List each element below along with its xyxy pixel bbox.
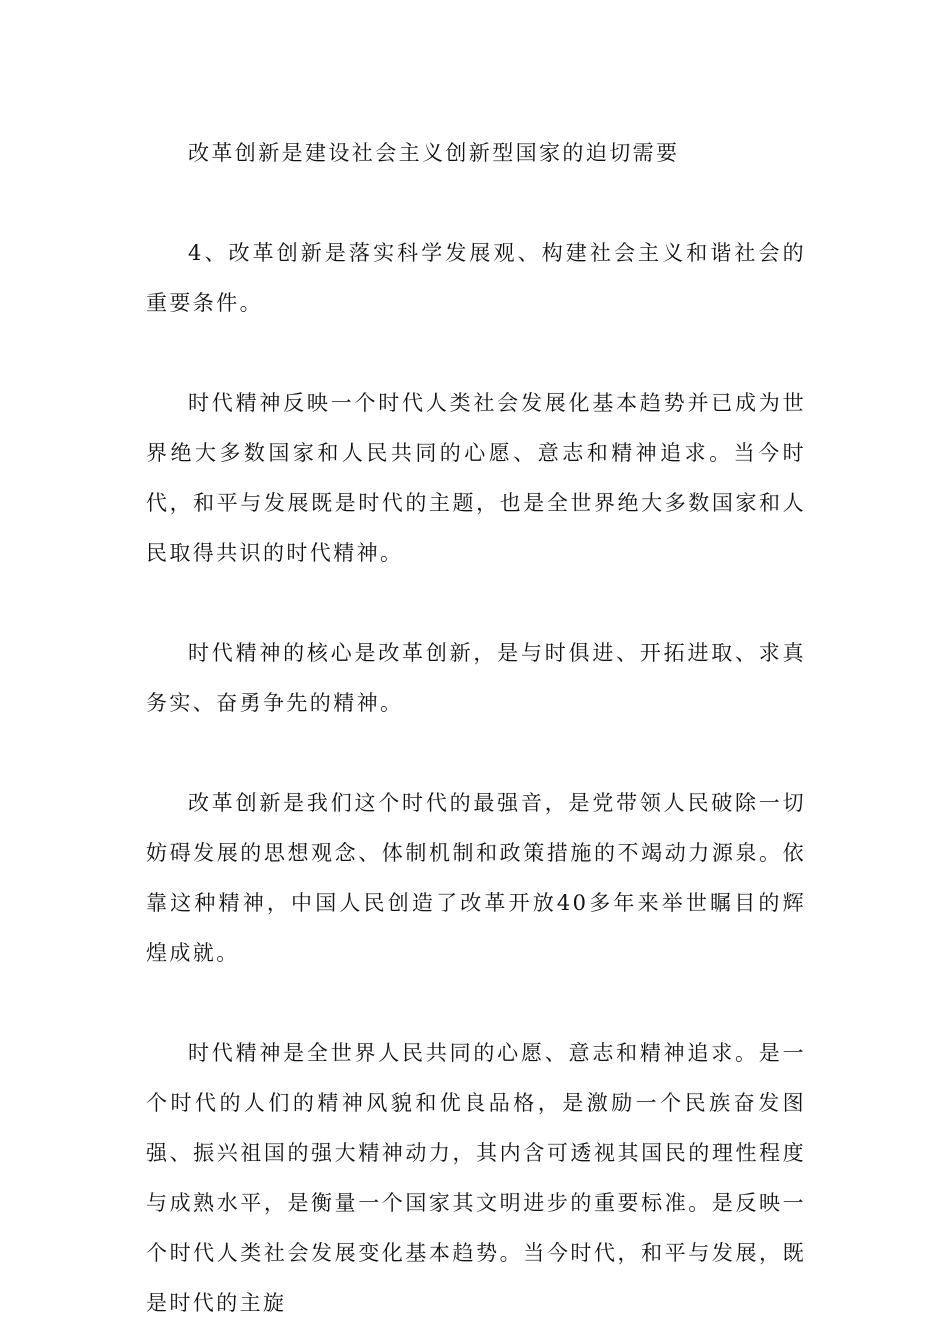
paragraph-6: 时代精神是全世界人民共同的心愿、意志和精神追求。是一个时代的人们的精神风貌和优良品格，是激励一个民族奋发图强、振兴祖国的强大精神动力，其内含可透视其国民的理性程度与成熟水平，是衡量一个国家其文明进步的重要标准。是反映一个时代人类社会发展变化基本趋势。当今时代，和平与发展，既是时代的主旋 bbox=[146, 1041, 806, 1315]
paragraph-5: 改革创新是我们这个时代的最强音，是党带领人民破除一切妨碍发展的思想观念、体制机制和政策措施的不竭动力源泉。依靠这种精神，中国人民创造了改革开放40多年来举世瞩目的辉煌成就。 bbox=[146, 791, 806, 965]
paragraph-3: 时代精神反映一个时代人类社会发展化基本趋势并已成为世界绝大多数国家和人民共同的心愿、意志和精神追求。当今时代，和平与发展既是时代的主题，也是全世界绝大多数国家和人民取得共识的时代精神。 bbox=[146, 391, 806, 565]
paragraph-4: 时代精神的核心是改革创新，是与时俱进、开拓进取、求真务实、奋勇争先的精神。 bbox=[146, 641, 806, 715]
paragraph-1: 改革创新是建设社会主义创新型国家的迫切需要 bbox=[188, 141, 680, 165]
document-page bbox=[146, 128, 806, 1328]
paragraph-2: 4、改革创新是落实科学发展观、构建社会主义和谐社会的重要条件。 bbox=[146, 241, 806, 315]
